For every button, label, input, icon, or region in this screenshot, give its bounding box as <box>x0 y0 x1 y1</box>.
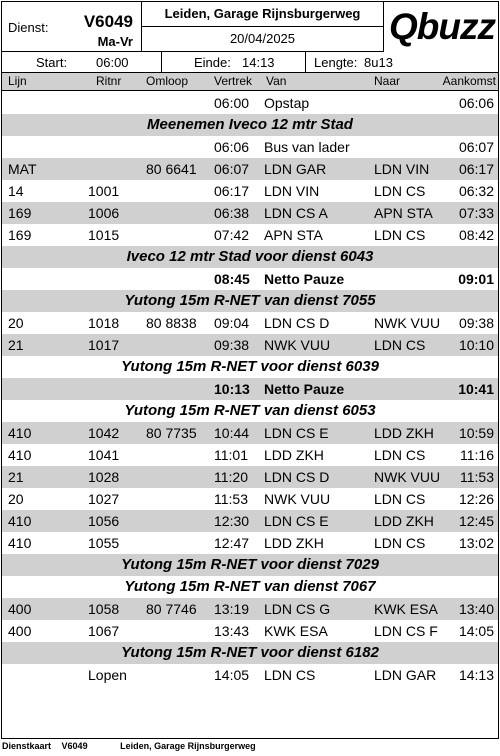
cell-van: LDD ZKH <box>264 535 324 551</box>
trip-row <box>2 180 498 202</box>
cell-aankomst: 06:06 <box>458 95 494 111</box>
col-lijn: Lijn <box>8 74 27 88</box>
section-row <box>2 576 498 598</box>
cell-vertrek: 06:07 <box>214 161 250 177</box>
cell-naar: LDN CS F <box>374 623 438 639</box>
cell-lijn: 410 <box>8 513 32 529</box>
trip-row <box>2 510 498 532</box>
cell-aankomst: 12:45 <box>458 513 494 529</box>
cell-naar: LDD ZKH <box>374 425 434 441</box>
col-naar: Naar <box>374 74 401 88</box>
section-title: Iveco 12 mtr Stad voor dienst 6043 <box>126 248 374 265</box>
cell-aankomst: 12:26 <box>458 491 494 507</box>
cell-aankomst: 14:13 <box>458 667 494 683</box>
cell-naar: APN STA <box>374 205 433 221</box>
dienst-block <box>2 2 142 52</box>
trip-row <box>2 224 498 246</box>
cell-aankomst: 10:10 <box>458 337 494 353</box>
cell-lijn: 20 <box>8 315 24 331</box>
cell-van: LDN CS G <box>264 601 331 617</box>
cell-van: NWK VUU <box>264 491 331 507</box>
col-aankomst: Aankomst <box>442 74 496 88</box>
cell-vertrek: 11:01 <box>214 447 248 463</box>
schedule-table <box>2 92 498 686</box>
trip-row <box>2 334 498 356</box>
einde-value: 14:13 <box>242 55 275 70</box>
cell-vertrek: 10:13 <box>214 381 250 397</box>
cell-naar: LDN CS <box>374 447 426 463</box>
section-row <box>2 114 498 136</box>
trip-row <box>2 466 498 488</box>
cell-naar: LDN CS <box>374 535 426 551</box>
cell-ritnr: 1027 <box>88 491 120 507</box>
cell-lijn: 410 <box>8 425 32 441</box>
cell-lijn: 21 <box>8 337 24 353</box>
cell-naar: NWK VUU <box>374 469 441 485</box>
cell-lijn: 169 <box>8 227 32 243</box>
cell-lijn: 410 <box>8 535 32 551</box>
dienst-label: Dienst: <box>8 20 49 35</box>
cell-vertrek: 06:38 <box>214 205 250 221</box>
cell-ritnr: 1067 <box>88 623 120 639</box>
cell-van: LDN CS <box>264 667 316 683</box>
cell-van: LDN CS E <box>264 425 329 441</box>
section-title: Yutong 15m R-NET van dienst 6053 <box>124 402 376 419</box>
section-row <box>2 400 498 422</box>
cell-aankomst: 11:16 <box>460 447 494 463</box>
section-row <box>2 356 498 378</box>
cell-van: KWK ESA <box>264 623 328 639</box>
cell-ritnr: 1056 <box>88 513 120 529</box>
cell-naar: LDN GAR <box>374 667 437 683</box>
cell-naar: LDN CS <box>374 227 426 243</box>
cell-aankomst: 13:40 <box>458 601 494 617</box>
section-row <box>2 642 498 664</box>
cell-aankomst: 09:38 <box>458 315 494 331</box>
cell-lijn: 20 <box>8 491 24 507</box>
cell-lijn: 400 <box>8 623 32 639</box>
cell-vertrek: 11:53 <box>214 491 248 507</box>
start-label: Start: <box>36 55 68 70</box>
col-van: Van <box>266 74 287 88</box>
trip-row <box>2 598 498 620</box>
cell-vertrek: 09:04 <box>214 315 250 331</box>
cell-van: LDN CS E <box>264 513 329 529</box>
cell-ritnr: 1042 <box>88 425 120 441</box>
cell-naar: LDN CS <box>374 491 426 507</box>
footer <box>2 741 264 751</box>
footer-dienst: V6049 <box>61 741 88 751</box>
section-title: Yutong 15m R-NET voor dienst 7029 <box>121 556 379 573</box>
cell-aankomst: 13:02 <box>458 535 494 551</box>
cell-van: Opstap <box>264 95 310 111</box>
cell-ritnr: 1015 <box>88 227 120 243</box>
cell-naar: LDD ZKH <box>374 513 434 529</box>
trip-row <box>2 664 498 686</box>
cell-van: LDN GAR <box>264 161 327 177</box>
cell-van: LDD ZKH <box>264 447 324 463</box>
cell-aankomst: 14:05 <box>458 623 494 639</box>
cell-ritnr: 1028 <box>88 469 120 485</box>
cell-van: Netto Pauze <box>264 271 345 287</box>
cell-ritnr: 1058 <box>88 601 120 617</box>
start-field <box>2 52 162 73</box>
cell-vertrek: 09:38 <box>214 337 250 353</box>
cell-naar: LDN CS <box>374 183 426 199</box>
dienst-days: Ma-Vr <box>97 34 133 49</box>
footer-title: Dienstkaart <box>2 741 52 751</box>
lengte-field <box>306 52 498 73</box>
trip-row <box>2 620 498 642</box>
cell-ritnr: 1001 <box>88 183 120 199</box>
cell-naar: LDN VIN <box>374 161 430 177</box>
cell-vertrek: 06:00 <box>214 95 250 111</box>
lengte-value: 8u13 <box>364 55 393 70</box>
cell-omloop: 80 7746 <box>146 601 197 617</box>
cell-van: Netto Pauze <box>264 381 345 397</box>
cell-van: NWK VUU <box>264 337 331 353</box>
einde-label: Einde: <box>194 55 231 70</box>
pause-row <box>2 268 498 290</box>
cell-vertrek: 06:17 <box>214 183 250 199</box>
cell-aankomst: 10:41 <box>458 381 494 397</box>
cell-vertrek: 07:42 <box>214 227 250 243</box>
start-value: 06:00 <box>96 55 129 70</box>
section-title: Meenemen Iveco 12 mtr Stad <box>147 116 353 133</box>
cell-aankomst: 08:42 <box>458 227 494 243</box>
col-ritnr: Ritnr <box>96 74 122 88</box>
column-header <box>2 73 498 91</box>
cell-lijn: 21 <box>8 469 24 485</box>
trip-row <box>2 312 498 334</box>
section-title: Yutong 15m R-NET van dienst 7067 <box>124 578 376 595</box>
section-title: Yutong 15m R-NET van dienst 7055 <box>124 292 376 309</box>
cell-vertrek: 06:06 <box>214 139 250 155</box>
cell-naar: NWK VUU <box>374 315 441 331</box>
qbuzz-logo: Qbuzz <box>389 6 495 47</box>
cell-vertrek: 14:05 <box>214 667 250 683</box>
cell-ritnr: Lopen <box>88 667 127 683</box>
trip-row <box>2 92 498 114</box>
cell-lijn: MAT <box>8 161 37 177</box>
footer-location: Leiden, Garage Rijnsburgerweg <box>120 741 256 751</box>
cell-vertrek: 11:20 <box>214 469 248 485</box>
cell-aankomst: 10:59 <box>458 425 494 441</box>
cell-aankomst: 11:53 <box>460 469 494 485</box>
cell-van: LDN VIN <box>264 183 320 199</box>
section-row <box>2 290 498 312</box>
cell-aankomst: 06:17 <box>458 161 494 177</box>
trip-row <box>2 202 498 224</box>
cell-omloop: 80 8838 <box>146 315 197 331</box>
section-row <box>2 246 498 268</box>
dienst-number: V6049 <box>83 12 133 31</box>
cell-aankomst: 07:33 <box>458 205 494 221</box>
cell-van: APN STA <box>264 227 323 243</box>
cell-lijn: 169 <box>8 205 32 221</box>
cell-van: LDN CS D <box>264 469 330 485</box>
trip-row <box>2 532 498 554</box>
pause-row <box>2 378 498 400</box>
cell-van: Bus van lader <box>264 139 350 155</box>
section-row <box>2 554 498 576</box>
cell-lijn: 410 <box>8 447 32 463</box>
cell-aankomst: 09:01 <box>458 271 494 287</box>
cell-vertrek: 12:30 <box>214 513 250 529</box>
col-vertrek: Vertrek <box>214 74 253 88</box>
cell-vertrek: 13:43 <box>214 623 250 639</box>
trip-row <box>2 444 498 466</box>
dienstkaart <box>1 1 499 739</box>
cell-lijn: 14 <box>8 183 24 199</box>
cell-vertrek: 13:19 <box>214 601 250 617</box>
cell-lijn: 400 <box>8 601 32 617</box>
cell-aankomst: 06:07 <box>458 139 494 155</box>
trip-row <box>2 158 498 180</box>
cell-ritnr: 1041 <box>88 447 120 463</box>
cell-vertrek: 12:47 <box>214 535 250 551</box>
cell-omloop: 80 6641 <box>146 161 197 177</box>
cell-ritnr: 1006 <box>88 205 120 221</box>
cell-ritnr: 1018 <box>88 315 120 331</box>
location-title: Leiden, Garage Rijnsburgerweg <box>142 2 384 27</box>
einde-field <box>162 52 306 73</box>
cell-van: LDN CS A <box>264 205 328 221</box>
cell-ritnr: 1055 <box>88 535 120 551</box>
service-date: 20/04/2025 <box>142 27 384 52</box>
section-title: Yutong 15m R-NET voor dienst 6039 <box>121 358 379 375</box>
trip-row <box>2 422 498 444</box>
cell-omloop: 80 7735 <box>146 425 197 441</box>
trip-row <box>2 136 498 158</box>
cell-ritnr: 1017 <box>88 337 120 353</box>
card-header <box>2 2 498 74</box>
section-title: Yutong 15m R-NET voor dienst 6182 <box>121 644 379 661</box>
cell-naar: KWK ESA <box>374 601 438 617</box>
cell-naar: LDN CS <box>374 337 426 353</box>
cell-vertrek: 10:44 <box>214 425 250 441</box>
trip-row <box>2 488 498 510</box>
col-omloop: Omloop <box>146 74 189 88</box>
cell-vertrek: 08:45 <box>214 271 250 287</box>
cell-van: LDN CS D <box>264 315 330 331</box>
cell-aankomst: 06:32 <box>458 183 494 199</box>
lengte-label: Lengte: <box>314 55 358 70</box>
